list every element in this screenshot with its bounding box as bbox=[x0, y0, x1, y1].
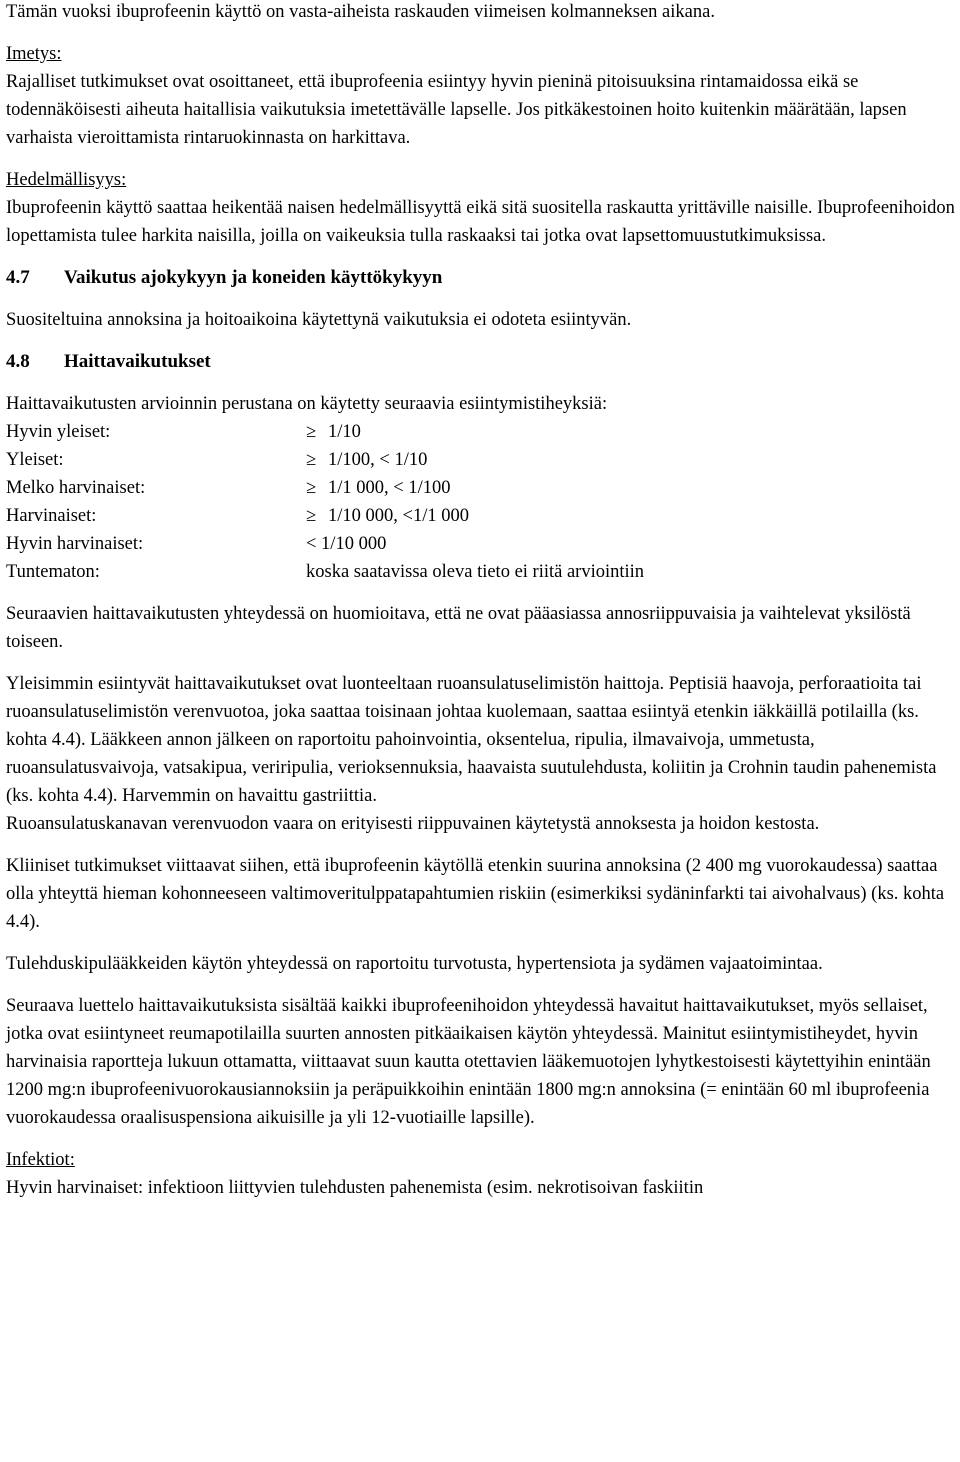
frequency-label: Hyvin yleiset: bbox=[6, 422, 111, 442]
frequency-value: 1/10 bbox=[328, 422, 361, 442]
frequency-label: Tuntematon: bbox=[6, 562, 100, 582]
heading-hedelmallisyys: Hedelmällisyys: bbox=[6, 170, 127, 190]
paragraph-clinical-studies: Kliiniset tutkimukset viittaavat siihen, että ibuprofeenin käytöllä etenkin suurina annoksina (2 400 mg vuorokaudessa) saattaa olla yhteyttä hieman kohonneeseen valtimoveritulppatapahtumien riskiin (esimerkiksi sydäninfarkti tai aivohalvaus) (ks. kohta 4.4). bbox=[6, 856, 945, 932]
paragraph-hedelmallisyys: Ibuprofeenin käyttö saattaa heikentää naisen hedelmällisyyttä eikä sitä suositella raskautta yrittäville naisille. Ibuprofeenihoidon lopettamista tulee harkita naisilla, joilla on vaikeuksia tulla raskaaksi tai jotka ovat lapsettomuustutkimuksissa. bbox=[6, 198, 955, 246]
frequency-row bbox=[6, 474, 956, 502]
section-4-7-number: 4.7 bbox=[6, 267, 30, 288]
frequency-row bbox=[6, 446, 956, 474]
paragraph-gi-bleeding-risk: Ruoansulatuskanavan verenvuodon vaara on erityisesti riippuvainen käytetystä annoksesta ja hoidon kestosta. bbox=[6, 814, 820, 834]
frequency-value: 1/1 000, < 1/100 bbox=[328, 478, 451, 498]
paragraph-pregnancy-end: Tämän vuoksi ibuprofeenin käyttö on vasta-aiheista raskauden viimeisen kolmanneksen aikana. bbox=[6, 2, 715, 22]
frequency-row bbox=[6, 558, 956, 586]
frequency-value: 1/10 000, <1/1 000 bbox=[328, 506, 469, 526]
document-page bbox=[6, 0, 956, 1202]
section-4-8-title: Haittavaikutukset bbox=[64, 351, 211, 372]
greater-or-equal-symbol: ≥ bbox=[306, 450, 317, 470]
heading-infektiot: Infektiot: bbox=[6, 1150, 75, 1170]
greater-or-equal-symbol: ≥ bbox=[306, 422, 317, 442]
paragraph-list-intro: Seuraava luettelo haittavaikutuksista sisältää kaikki ibuprofeenihoidon yhteydessä havaitut haittavaikutukset, myös sellaiset, jotka ovat esiintyneet reumapotilailla suurten annosten pitkäaikaisen käytön yhteydessä. Mainitut esiintymistiheydet, hyvin harvinaisia raportteja lukuun ottamatta, viittaavat suun kautta otettavien lääkemuotojen lyhytkestoisesti käytettyihin enintään 1200 mg:n ibuprofeenivuorokausiannoksiin ja peräpuikkoihin enintään 1800 mg:n annoksina (= enintään 60 ml ibuprofeenia vuorokaudessa oraalisuspensiona aikuisille ja yli 12-vuotiaille lapsille). bbox=[6, 996, 931, 1128]
frequency-label: Hyvin harvinaiset: bbox=[6, 534, 144, 554]
frequency-label: Melko harvinaiset: bbox=[6, 478, 146, 498]
paragraph-imetys: Rajalliset tutkimukset ovat osoittaneet, että ibuprofeenia esiintyy hyvin pieninä pitoisuuksina rintamaidossa eikä se todennäköisesti aiheuta haitallisia vaikutuksia imetettävälle lapselle. Jos pitkäkestoinen hoito kuitenkin määrätään, lapsen varhaista vieroittamista rintaruokinnasta on harkittava. bbox=[6, 72, 907, 148]
frequency-value: < 1/10 000 bbox=[306, 534, 387, 554]
paragraph-frequency-intro: Haittavaikutusten arvioinnin perustana on käytetty seuraavia esiintymistiheyksiä: bbox=[6, 394, 608, 414]
frequency-row bbox=[6, 418, 956, 446]
frequency-value: koska saatavissa oleva tieto ei riitä arviointiin bbox=[306, 562, 645, 582]
paragraph-dose-dependent: Seuraavien haittavaikutusten yhteydessä on huomioitava, että ne ovat pääasiassa annosriippuvaisia ja vaihtelevat yksilöstä toiseen. bbox=[6, 604, 911, 652]
paragraph-gi-effects: Yleisimmin esiintyvät haittavaikutukset ovat luonteeltaan ruoansulatuselimistön haittoja. Peptisiä haavoja, perforaatioita tai ruoansulatuselimistön verenvuotoa, joka saattaa toisinaan johtaa kuolemaan, saattaa esiintyä etenkin iäkkäillä potilailla (ks. kohta 4.4). Lääkkeen annon jälkeen on raportoitu pahoinvointia, oksentelua, ripulia, ilmavaivoja, ummetusta, ruoansulatusvaivoja, vatsakipua, veriripulia, verioksennuksia, haavaista suutulehdusta, koliitin ja Crohnin taudin pahenemista (ks. kohta 4.4). Harvemmin on havaittu gastriittia. bbox=[6, 674, 937, 806]
greater-or-equal-symbol: ≥ bbox=[306, 478, 317, 498]
heading-imetys: Imetys: bbox=[6, 44, 62, 64]
paragraph-infektiot: Hyvin harvinaiset: infektioon liittyvien tulehdusten pahenemista (esim. nekrotisoivan faskiitin bbox=[6, 1178, 704, 1198]
paragraph-nsaid-effects: Tulehduskipulääkkeiden käytön yhteydessä on raportoitu turvotusta, hypertensiota ja sydämen vajaatoimintaa. bbox=[6, 954, 823, 974]
frequency-row bbox=[6, 530, 956, 558]
section-4-8-heading bbox=[6, 348, 956, 376]
section-4-7-heading bbox=[6, 264, 956, 292]
frequency-value: 1/100, < 1/10 bbox=[328, 450, 428, 470]
paragraph-4-7: Suositeltuina annoksina ja hoitoaikoina käytettynä vaikutuksia ei odoteta esiintyvän. bbox=[6, 310, 632, 330]
frequency-label: Harvinaiset: bbox=[6, 506, 97, 526]
section-4-8-number: 4.8 bbox=[6, 351, 30, 372]
frequency-row bbox=[6, 502, 956, 530]
frequency-label: Yleiset: bbox=[6, 450, 64, 470]
frequency-table bbox=[6, 418, 956, 586]
greater-or-equal-symbol: ≥ bbox=[306, 506, 317, 526]
section-4-7-title: Vaikutus ajokykyyn ja koneiden käyttökykyyn bbox=[64, 267, 443, 288]
